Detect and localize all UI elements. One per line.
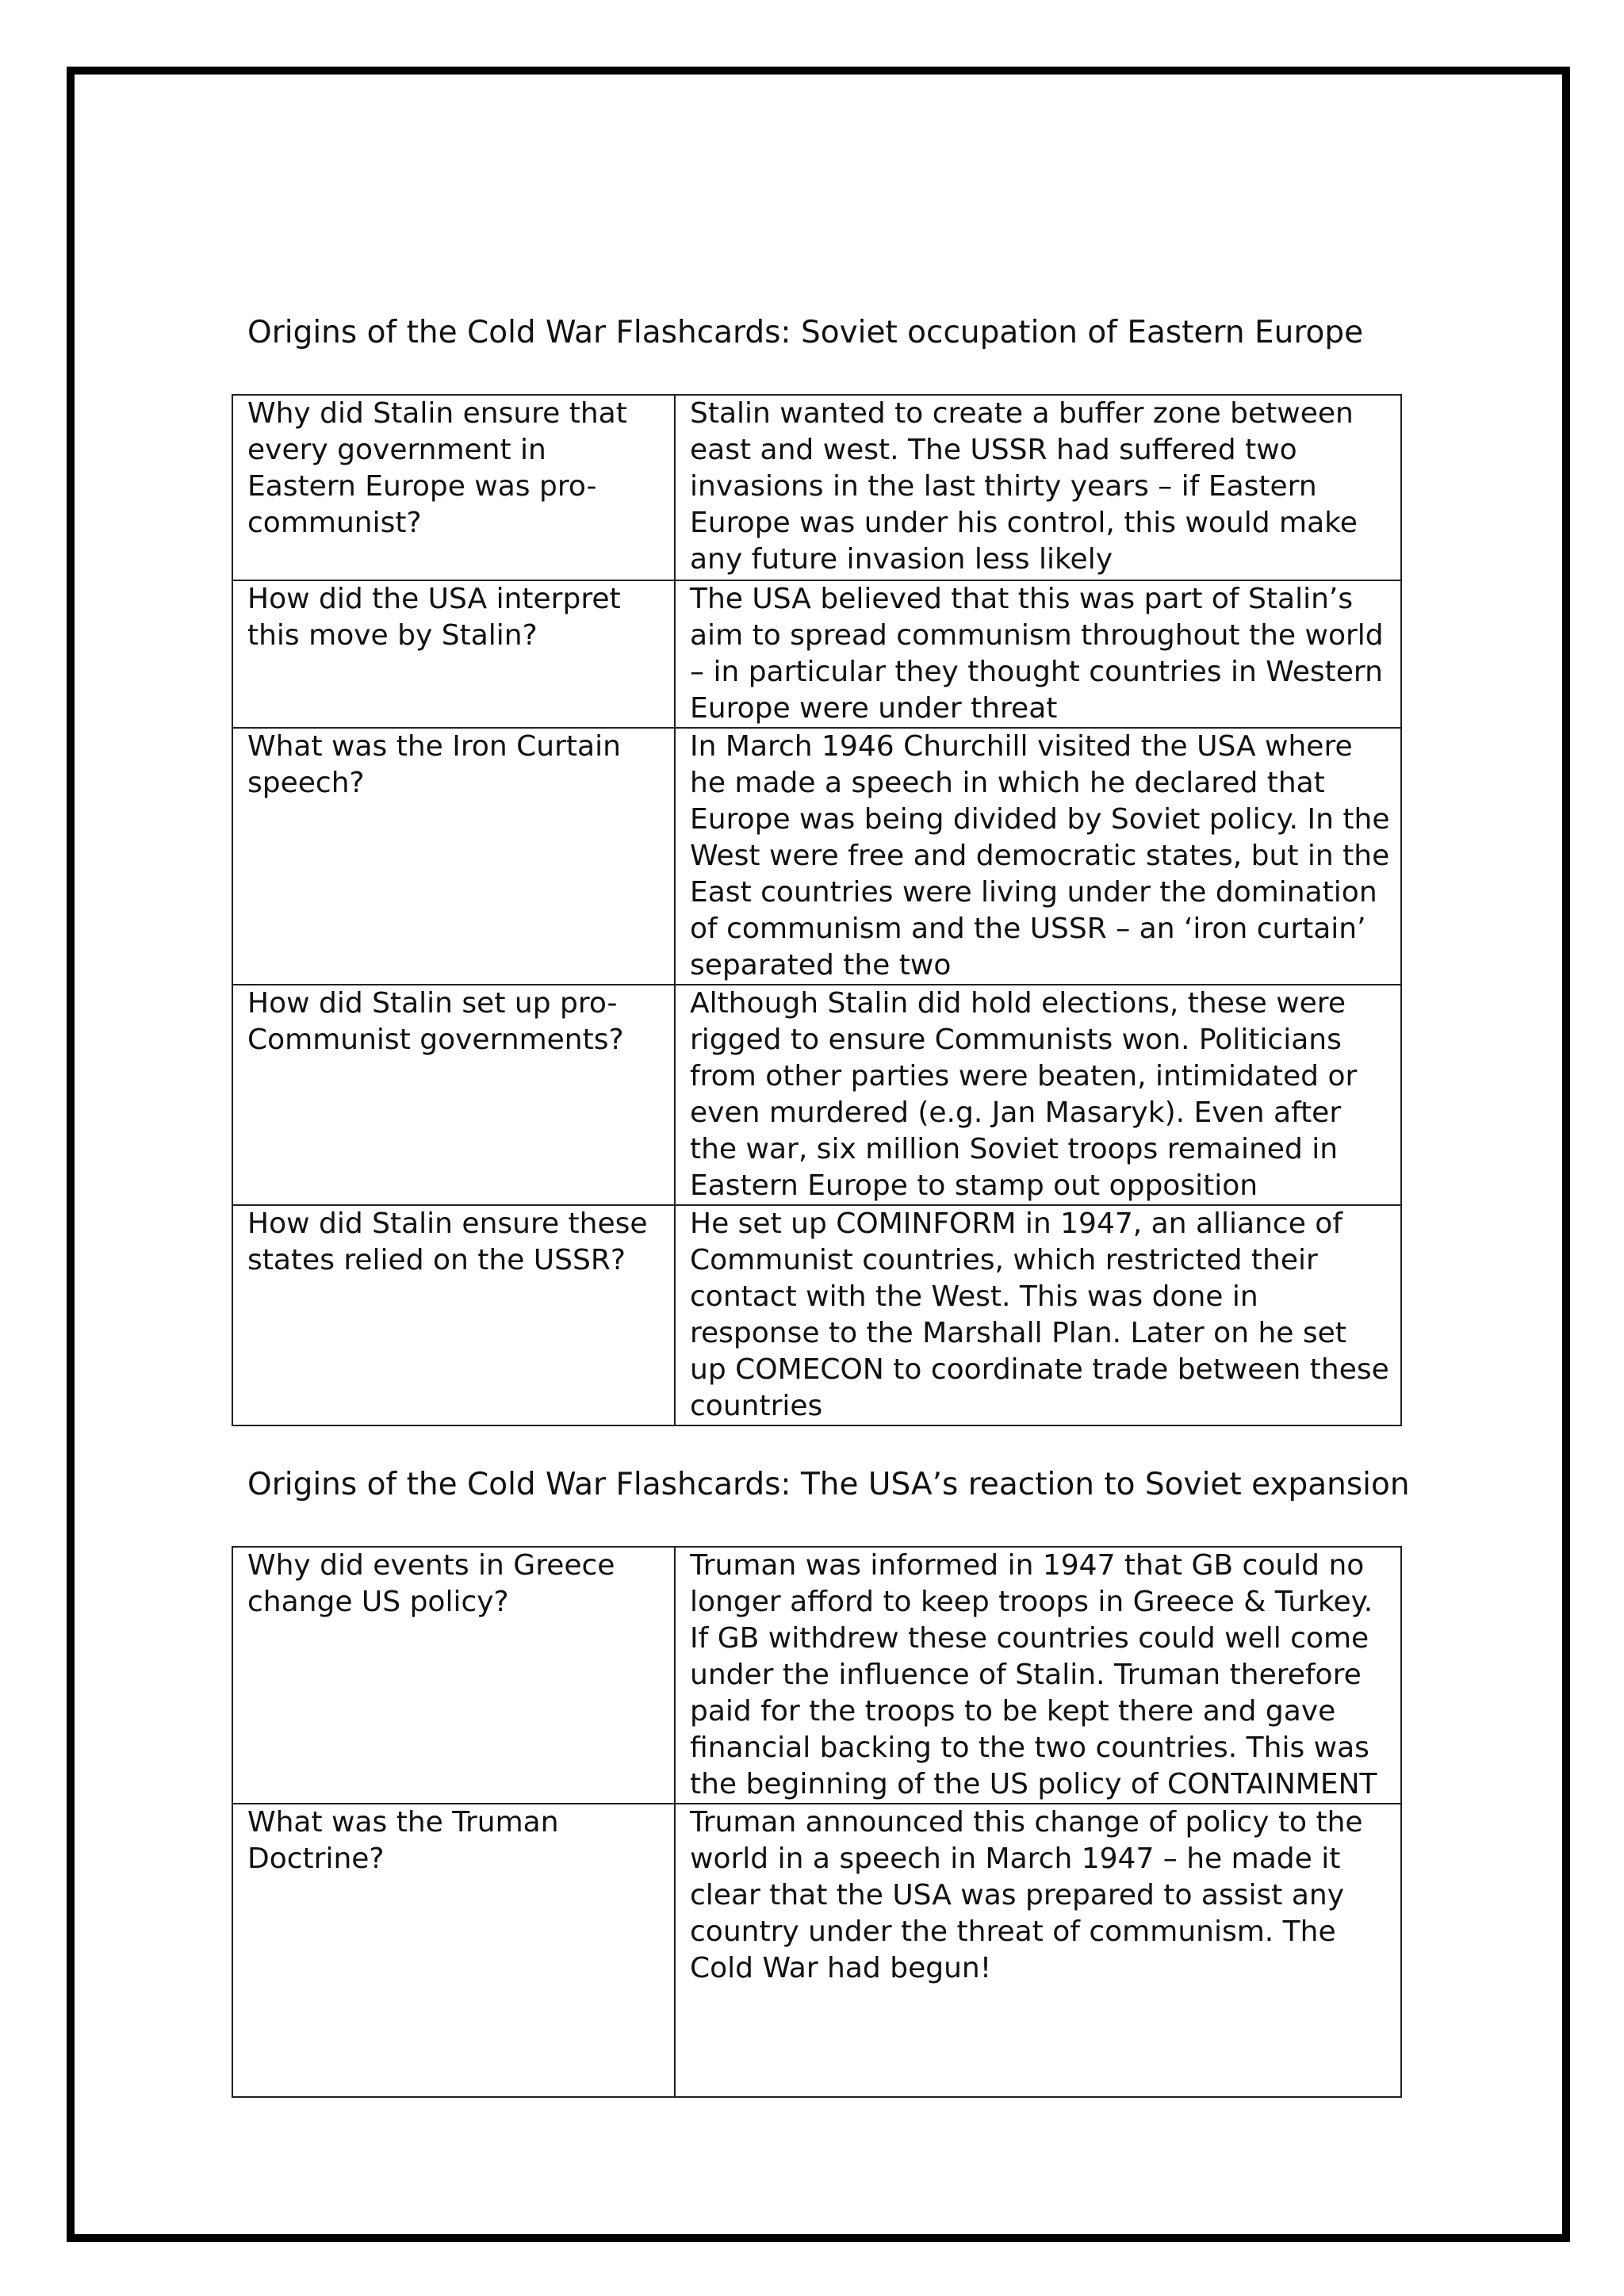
section-title-soviet-occupation: Origins of the Cold War Flashcards: Soviet occupation of Eastern Europe: [247, 315, 1364, 350]
flashcard-row: [232, 395, 1401, 580]
flashcard-question: How did the USA interpret this move by Stalin?: [232, 580, 675, 728]
flashcard-row: [232, 728, 1401, 985]
flashcard-row: [232, 580, 1401, 728]
flashcard-question: Why did Stalin ensure that every government in Eastern Europe was pro-communist?: [232, 395, 675, 580]
flashcard-row: [232, 985, 1401, 1205]
flashcard-answer: Truman was informed in 1947 that GB could no longer afford to keep troops in Greece & Turkey. If GB withdrew these countries could well come under the influence of Stalin. Truman therefore paid for the troops to be kept there and gave financial backing to the two countries. This was the beginning of the US policy of CONTAINMENT: [675, 1547, 1401, 1804]
section-title-usa-reaction: Origins of the Cold War Flashcards: The USA’s reaction to Soviet expansion: [247, 1467, 1410, 1502]
flashcard-answer: Stalin wanted to create a buffer zone between east and west. The USSR had suffered two invasions in the last thirty years – if Eastern Europe was under his control, this would make any future invasion less likely: [675, 395, 1401, 580]
flashcard-question: What was the Truman Doctrine?: [232, 1804, 675, 2097]
flashcard-answer: In March 1946 Churchill visited the USA where he made a speech in which he declared that Europe was being divided by Soviet policy. In the West were free and democratic states, but in the East countries were living under the domination of communism and the USSR – an ‘iron curtain’ separated the two: [675, 728, 1401, 985]
flashcard-question: How did Stalin set up pro-Communist governments?: [232, 985, 675, 1205]
flashcard-table-soviet-occupation: [232, 394, 1402, 1426]
flashcard-row: [232, 1205, 1401, 1425]
flashcard-answer: He set up COMINFORM in 1947, an alliance of Communist countries, which restricted their contact with the West. This was done in response to the Marshall Plan. Later on he set up COMECON to coordinate trade between these countries: [675, 1205, 1401, 1425]
flashcard-question: What was the Iron Curtain speech?: [232, 728, 675, 985]
flashcard-row: [232, 1804, 1401, 2097]
flashcard-answer: Although Stalin did hold elections, these were rigged to ensure Communists won. Politicians from other parties were beaten, intimidated or even murdered (e.g. Jan Masaryk). Even after the war, six million Soviet troops remained in Eastern Europe to stamp out opposition: [675, 985, 1401, 1205]
flashcard-question: How did Stalin ensure these states relied on the USSR?: [232, 1205, 675, 1425]
flashcard-table-usa-reaction: [232, 1546, 1402, 2098]
flashcard-answer: The USA believed that this was part of Stalin’s aim to spread communism throughout the world – in particular they thought countries in Western Europe were under threat: [675, 580, 1401, 728]
flashcard-question: Why did events in Greece change US policy?: [232, 1547, 675, 1804]
flashcard-row: [232, 1547, 1401, 1804]
flashcard-answer: Truman announced this change of policy to the world in a speech in March 1947 – he made it clear that the USA was prepared to assist any country under the threat of communism. The Cold War had begun!: [675, 1804, 1401, 2097]
